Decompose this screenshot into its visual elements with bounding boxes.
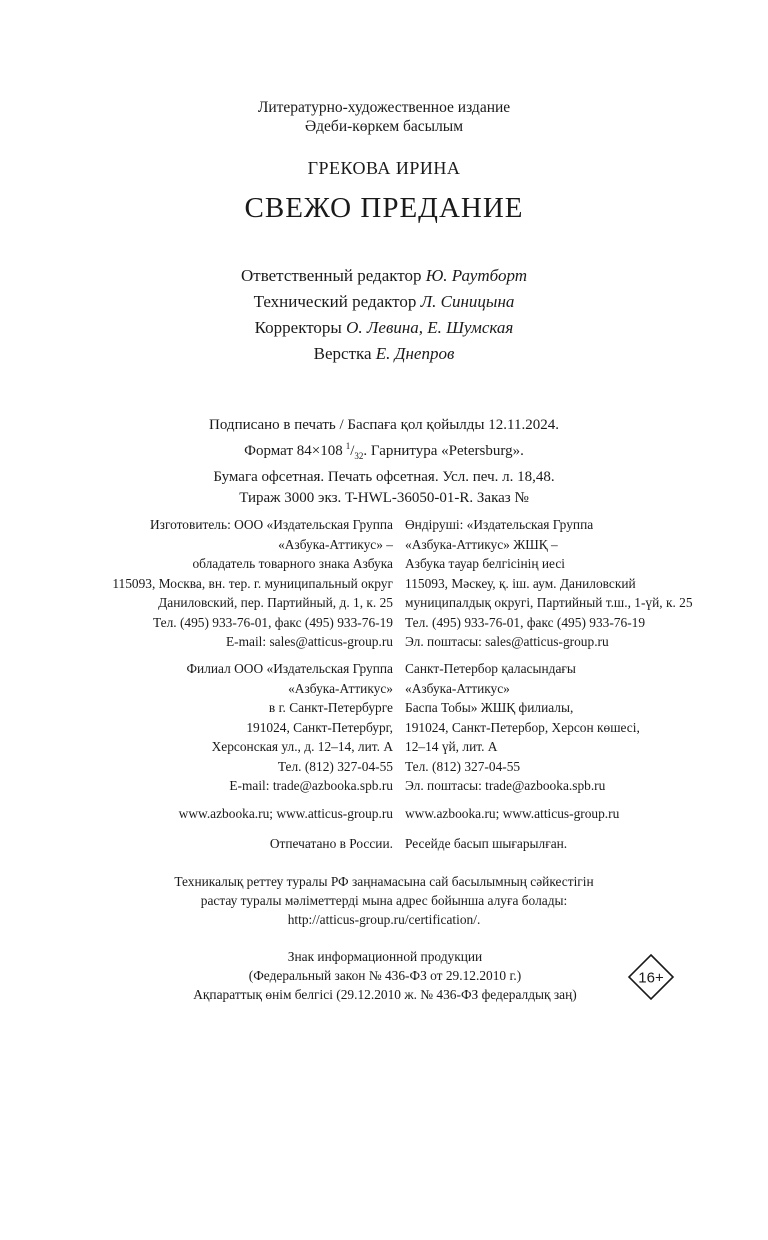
- format-suffix: . Гарнитура «Petersburg».: [363, 443, 524, 459]
- run-line: Тираж 3000 экз. T-HWL-36050-01-R. Заказ №: [239, 490, 529, 506]
- paper-line: Бумага офсетная. Печать офсетная. Усл. печ. л. 18,48.: [213, 469, 555, 485]
- manufacturer-kz-line: Өндіруші: «Издательская Группа: [405, 517, 594, 532]
- credit-role: Верстка: [313, 344, 372, 363]
- branch-ru: [186, 659, 393, 796]
- format-line: Формат 84×108 $^1/_{32}$. Гарнитура «Petersburg».: [244, 441, 524, 461]
- branch-ru-line: Филиал ООО «Издательская Группа: [186, 661, 393, 676]
- credits-block: [0, 263, 768, 367]
- branch-ru-email: E-mail: trade@azbooka.spb.ru: [229, 778, 393, 793]
- manufacturer-ru-line: 115093, Москва, вн. тер. г. муниципальный округ: [112, 575, 393, 591]
- info-sign-line: Знак информационной продукции: [287, 949, 483, 964]
- manufacturer-ru-line: Даниловский, пер. Партийный, д. 1, к. 25: [158, 595, 393, 610]
- certification-line: Техникалық реттеу туралы РФ заңнамасына сай басылымның сәйкестігін: [174, 874, 594, 889]
- branch-kz-line: Баспа Тобы» ЖШҚ филиалы,: [405, 700, 574, 715]
- certification-note: [0, 872, 768, 929]
- credit-person: Ю. Раутборт: [425, 266, 527, 285]
- manufacturer-ru-email: E-mail: sales@atticus-group.ru: [225, 634, 393, 649]
- info-sign-line: Ақпараттық өнім белгісі (29.12.2010 ж. № 436-ФЗ федералдық заң): [193, 987, 577, 1002]
- age-rating-text: 16+: [638, 969, 664, 987]
- credit-line: [0, 341, 768, 367]
- credit-person: О. Левина, Е. Шумская: [346, 318, 514, 337]
- branch-ru-line: 191024, Санкт-Петербург,: [246, 719, 393, 735]
- format-denominator: 32: [354, 451, 364, 461]
- credit-person: Л. Синицына: [420, 292, 515, 311]
- manufacturer-ru-line: Изготовитель: ООО «Издательская Группа: [150, 517, 393, 532]
- certification-line: растау туралы мәліметтерді мына адрес бойынша алуға болады:: [200, 893, 568, 908]
- branch-kz-line: 12–14 үй, лит. А: [405, 739, 498, 754]
- author-name: ГРЕКОВА ИРИНА: [307, 158, 461, 178]
- credit-line: [0, 289, 768, 315]
- format-numerator: 1: [345, 441, 351, 451]
- branch-kz-line: Санкт-Петербор қаласындағы: [405, 661, 576, 676]
- branch-ru-line: Тел. (812) 327-04-55: [277, 758, 393, 774]
- credit-role: Ответственный редактор: [241, 266, 422, 285]
- certification-url: http://atticus-group.ru/certification/.: [287, 912, 481, 927]
- branch-kz-line: 191024, Санкт-Петербор, Херсон көшесі,: [405, 719, 640, 735]
- manufacturer-kz-email: Эл. поштасы: sales@atticus-group.ru: [405, 634, 609, 649]
- manufacturer-kz: [405, 515, 693, 652]
- printed-ru: Отпечатано в России.: [269, 836, 393, 851]
- manufacturer-kz-line: Тел. (495) 933-76-01, факс (495) 933-76-19: [405, 614, 646, 630]
- websites-ru: www.azbooka.ru; www.atticus-group.ru: [178, 806, 393, 821]
- signed-line: Подписано в печать / Баспаға қол қойылды 12.11.2024.: [209, 417, 559, 433]
- print-info: [0, 415, 768, 509]
- manufacturer-ru-line: Тел. (495) 933-76-01, факс (495) 933-76-19: [152, 614, 393, 630]
- manufacturer-kz-line: 115093, Мәскеу, қ. іш. аум. Даниловский: [405, 575, 636, 591]
- book-title: СВЕЖО ПРЕДАНИЕ: [244, 192, 524, 224]
- branch-kz: [405, 659, 640, 796]
- format-prefix: Формат 84×108: [244, 443, 343, 459]
- manufacturer-kz-line: муниципалдық округі, Партийный т.ш., 1-үй, к. 25: [405, 595, 693, 610]
- branch-kz-line: Тел. (812) 327-04-55: [405, 758, 521, 774]
- credit-line: [0, 263, 768, 289]
- branch-kz-email: Эл. поштасы: trade@azbooka.spb.ru: [405, 778, 606, 793]
- manufacturer-ru-line: «Азбука-Аттикус» –: [278, 536, 393, 552]
- genre-kz: Әдеби-көркем басылым: [304, 118, 464, 135]
- credit-person: Е. Днепров: [375, 344, 455, 363]
- branch-ru-line: в г. Санкт-Петербурге: [268, 700, 393, 715]
- manufacturer-ru: [112, 515, 393, 652]
- branch-ru-line: «Азбука-Аттикус»: [288, 680, 393, 696]
- manufacturer-ru-line: обладатель товарного знака Азбука: [192, 556, 393, 571]
- credit-role: Технический редактор: [253, 292, 417, 311]
- branch-kz-line: «Азбука-Аттикус»: [405, 680, 510, 696]
- manufacturer-kz-line: Азбука тауар белгісінің иесі: [405, 556, 565, 571]
- genre-ru: Литературно-художественное издание: [257, 99, 511, 116]
- credit-role: Корректоры: [254, 318, 342, 337]
- credit-line: [0, 315, 768, 341]
- info-sign-line: (Федеральный закон № 436-ФЗ от 29.12.2010 г.): [248, 968, 522, 983]
- manufacturer-kz-line: «Азбука-Аттикус» ЖШҚ –: [405, 536, 558, 552]
- websites-kz: www.azbooka.ru; www.atticus-group.ru: [405, 806, 620, 821]
- branch-ru-line: Херсонская ул., д. 12–14, лит. А: [211, 739, 393, 754]
- printed-kz: Ресейде басып шығарылған.: [405, 836, 568, 851]
- info-sign-block: [120, 947, 650, 1004]
- age-rating-badge: [627, 953, 675, 1001]
